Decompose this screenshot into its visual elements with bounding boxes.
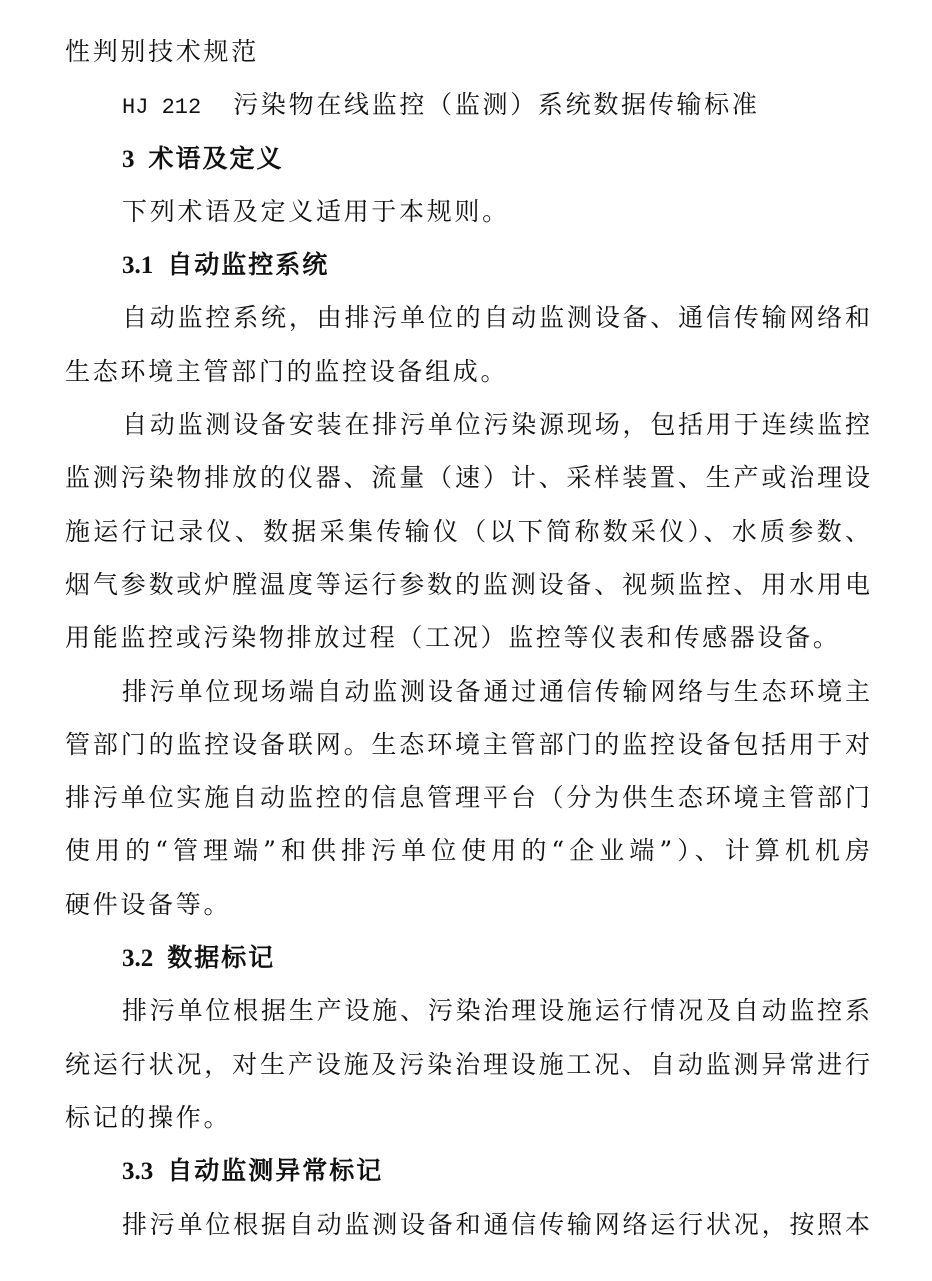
paragraph-line: 用能监控或污染物排放过程（工况）监控等仪表和传感器设备。 [65,623,841,653]
subsection-3-3 [65,1144,870,1251]
paragraph-line: 排污单位实施自动监控的信息管理平台（分为供生态环境主管部门 [65,783,870,813]
section-heading [65,132,870,185]
paragraph-line: 使用的“管理端”和供排污单位使用的“企业端”）、计算机机房 [65,836,870,866]
subsection-number: 3.3 [122,1158,154,1186]
paragraph-line: 自动监控系统，由排污单位的自动监测设备、通信传输网络和 [122,303,870,333]
paragraph-line: 管部门的监控设备联网。生态环境主管部门的监控设备包括用于对 [65,729,870,759]
subsection-number: 3.2 [122,945,154,973]
paragraph-line: 排污单位根据生产设施、污染治理设施运行情况及自动监控系 [122,996,870,1026]
paragraph [65,665,870,931]
paragraph-line: 自动监测设备安装在排污单位污染源现场，包括用于连续监控 [122,410,870,440]
paragraph-line: 烟气参数或炉膛温度等运行参数的监测设备、视频监控、用水用电 [65,569,870,599]
paragraph-line: 排污单位现场端自动监测设备通过通信传输网络与生态环境主 [122,676,870,706]
subsection-3-1 [65,238,870,931]
subsection-heading [65,238,870,291]
reference-line [65,78,870,131]
section-title: 术语及定义 [148,143,284,173]
subsection-number: 3.1 [122,252,154,280]
subsection-heading [65,931,870,984]
reference-code: HJ 212 [122,95,202,121]
paragraph-line: 硬件设备等。 [65,889,232,919]
paragraph [65,291,870,398]
paragraph-line: 监测污染物排放的仪器、流量（速）计、采样装置、生产或治理设 [65,463,870,493]
paragraph-line: 标记的操作。 [65,1102,232,1132]
continuation-line: 性判别技术规范 [65,37,259,66]
section-intro: 下列术语及定义适用于本规则。 [122,196,510,226]
subsection-title: 数据标记 [167,943,276,973]
paragraph [65,398,870,664]
subsection-title: 自动监控系统 [167,250,330,280]
paragraph-line: 统运行状况，对生产设施及污染治理设施工况、自动监测异常进行 [65,1049,870,1079]
paragraph-line: 施运行记录仪、数据采集传输仪（以下简称数采仪）、水质参数、 [65,516,870,546]
paragraph-line: 排污单位根据自动监测设备和通信传输网络运行状况，按照本 [122,1209,870,1239]
paragraph [65,1198,870,1251]
subsection-title: 自动监测异常标记 [167,1156,384,1186]
subsection-3-2 [65,931,870,1144]
paragraph [65,984,870,1144]
reference-title: 污染物在线监控（监测）系统数据传输标准 [233,90,760,120]
section-number: 3 [122,145,135,173]
subsection-heading [65,1144,870,1197]
paragraph-line: 生态环境主管部门的监控设备组成。 [65,356,509,386]
